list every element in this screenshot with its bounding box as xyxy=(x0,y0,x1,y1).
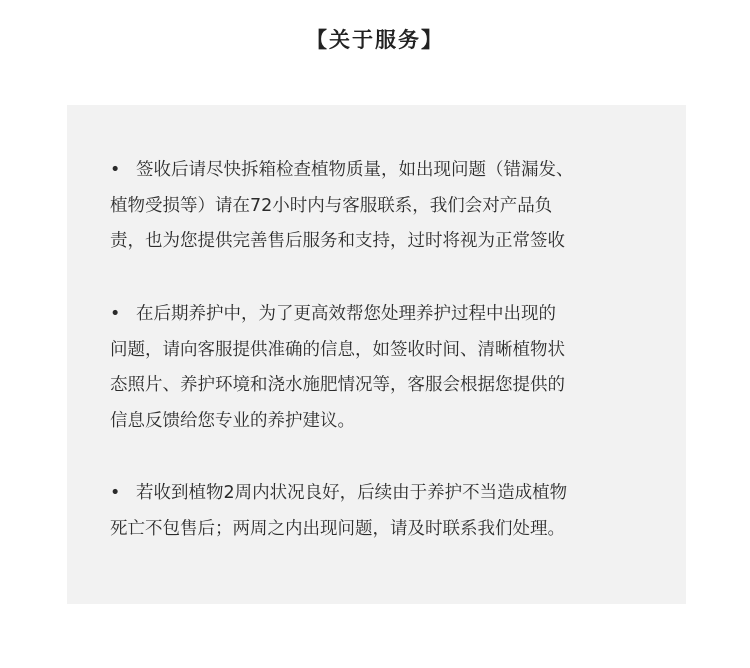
service-item-after-sales xyxy=(110,476,642,547)
bullet-icon: • xyxy=(110,304,121,324)
service-item-care-advice xyxy=(110,297,642,439)
paragraph-line: 信息反馈给您专业的养护建议。 xyxy=(110,410,355,431)
paragraph-line: • 在后期养护中，为了更高效帮您处理养护过程中出现的 xyxy=(110,297,642,333)
paragraph-line: • 若收到植物2周内状况良好，后续由于养护不当造成植物 xyxy=(110,476,642,512)
paragraph-line: 问题，请向客服提供准确的信息，如签收时间、清晰植物状 xyxy=(110,339,565,360)
paragraph-line: • 签收后请尽快拆箱检查植物质量，如出现问题（错漏发、 xyxy=(110,153,642,189)
service-item-inspection xyxy=(110,153,642,260)
paragraph-line: 态照片、养护环境和浇水施肥情况等，客服会根据您提供的 xyxy=(110,375,565,395)
page-title: 【关于服务】 xyxy=(306,28,444,52)
paragraph-line: 植物受损等）请在72小时内与客服联系，我们会对产品负 xyxy=(110,195,553,216)
service-info-panel xyxy=(67,105,686,604)
paragraph-line: 死亡不包售后；两周之内出现问题，请及时联系我们处理。 xyxy=(110,518,565,539)
bullet-icon: • xyxy=(110,483,121,503)
bullet-icon: • xyxy=(110,160,121,180)
paragraph-line: 责，也为您提供完善售后服务和支持，过时将视为正常签收 xyxy=(110,231,565,251)
